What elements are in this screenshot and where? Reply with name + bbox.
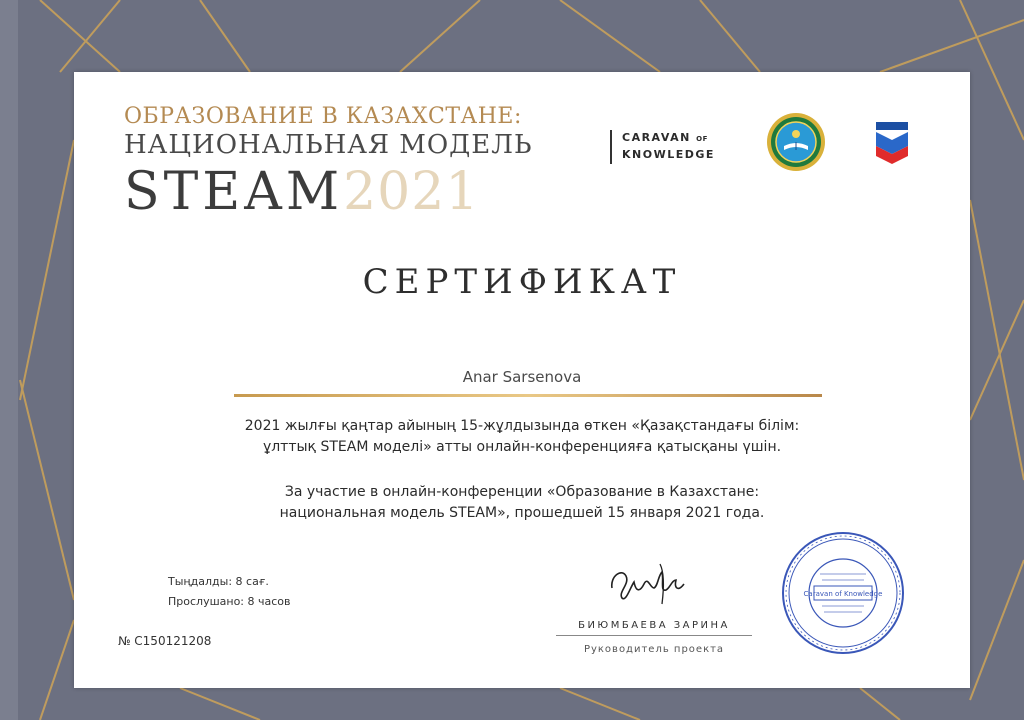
event-title-line3 [124,162,554,234]
certificate-number: № C150121208 [118,634,212,648]
text-kz-line2: ұлттық STEAM моделі» атты онлайн-конференцияға қатысқаны үшін. [262,439,782,455]
stamp-text: Caravan of Knowledge [803,590,883,598]
event-title-line1: ОБРАЗОВАНИЕ В КАЗАХСТАНЕ: [124,104,522,129]
text-ru-line2: национальная модель STEAM», прошедшей 15 января 2021 года. [279,505,765,521]
event-title-block [124,104,554,234]
handwritten-signature [600,558,700,608]
text-kz-line1: 2021 жылғы қаңтар айының 15-жұлдызында өткен «Қазақстандағы білім: [244,418,800,434]
certificate-title: СЕРТИФИКАТ [362,262,682,302]
event-year: 2021 [343,162,480,222]
signatory-name: БИЮМБАЕВА ЗАРИНА [556,620,752,636]
caravan-logo-line2: KNOWLEDGE [622,148,715,161]
caravan-logo-of: OF [696,135,708,143]
hours-kazakh: Тыңдалды: 8 сағ. [168,575,269,588]
certificate-text-russian [154,482,890,524]
certificate-card [74,72,970,688]
event-steam-word: STEAM [124,162,344,222]
signatory-role: Руководитель проекта [583,644,725,655]
caravan-logo-line1: CARAVAN [622,131,691,144]
kazakhstan-education-emblem-icon [766,112,826,172]
official-stamp-seal [780,530,906,656]
listened-hours [168,572,291,612]
recipient-name: Anar Sarsenova [462,368,582,386]
gold-divider [234,394,822,397]
hours-russian: Прослушано: 8 часов [168,595,291,608]
left-edge-strip [0,0,18,720]
certificate-text-kazakh [154,416,890,458]
chevron-logo-icon [872,122,912,166]
caravan-of-knowledge-logo [610,130,715,164]
text-ru-line1: За участие в онлайн-конференции «Образование в Казахстане: [284,484,760,500]
event-title-line2: НАЦИОНАЛЬНАЯ МОДЕЛЬ [124,130,533,160]
